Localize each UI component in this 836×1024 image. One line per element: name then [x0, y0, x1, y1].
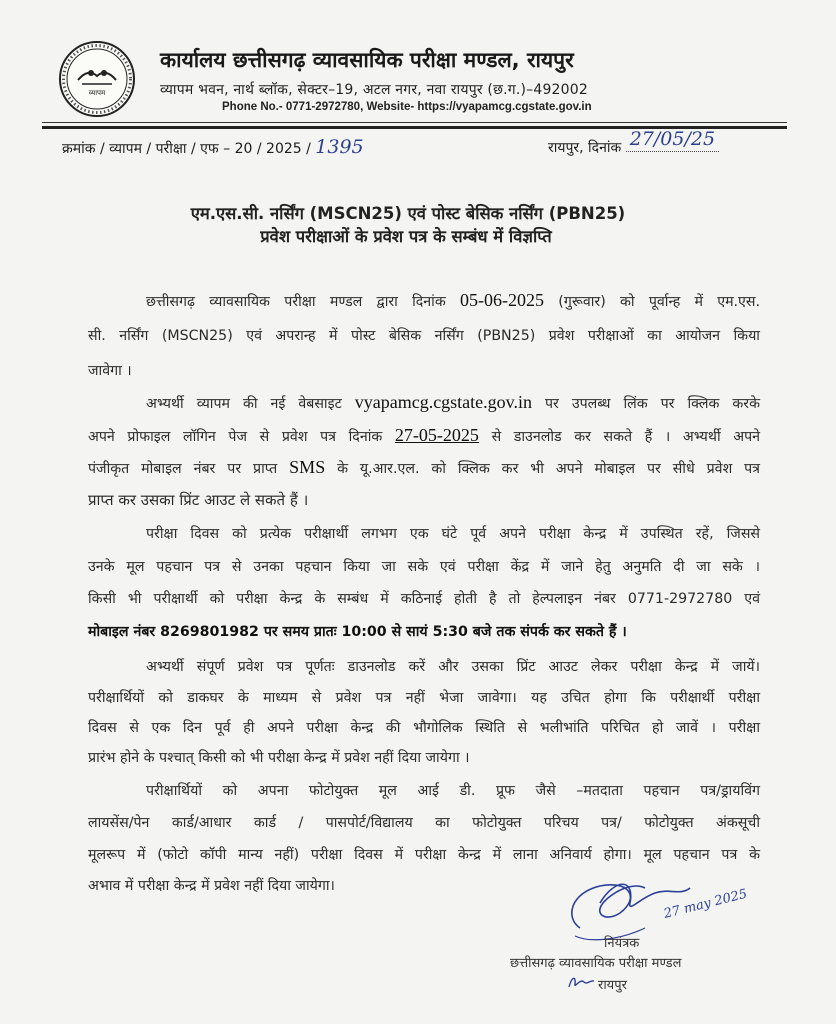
- svg-text:व्यापम: व्यापम: [88, 89, 106, 97]
- office-title: कार्यालय छत्तीसगढ़ व्यावसायिक परीक्षा मण्डल, रायपुर: [160, 48, 574, 72]
- subject-line-1: एम.एस.सी. नर्सिंग (MSCN25) एवं पोस्ट बेसिक नर्सिंग (PBN25): [190, 204, 626, 223]
- office-address: व्यापम भवन, नार्थ ब्लॉक, सेक्टर–19, अटल नगर, नवा रायपुर (छ.ग.)–492002: [160, 82, 588, 98]
- paragraph-5-line-4: अभाव में परीक्षा केन्द्र में प्रवेश नहीं दिया जायेगा।: [88, 878, 335, 894]
- handwritten-initials: [566, 972, 596, 992]
- paragraph-2-line-1: अभ्यर्थी व्यापम की नई वेबसाइट vyapamcg.cgstate.gov.in पर उपलब्ध लिंक पर क्लिक करके: [146, 392, 760, 412]
- date-label: रायपुर, दिनांक: [548, 140, 622, 156]
- paragraph-5-line-3: मूलरूप में (फोटो कॉपी मान्य नहीं) परीक्षा दिवस में परीक्षा केन्द्र में लाना अनिवार्य होगा। मूल पहचान पत्र के: [88, 847, 760, 863]
- subject-line-2: प्रवेश परीक्षाओं के प्रवेश पत्र के सम्बंध में विज्ञप्ति: [260, 227, 552, 246]
- date-handwritten: 27/05/25: [629, 128, 716, 150]
- reference-number-line: [62, 136, 364, 158]
- reference-number-handwritten: 1395: [315, 136, 364, 158]
- paragraph-3-line-1: परीक्षा दिवस को प्रत्येक परीक्षार्थी लगभग एक घंटे पूर्व अपने परीक्षा केन्द्र में उपस्थित रहें, जिससे: [146, 526, 760, 542]
- header-rule-thin: [42, 122, 787, 123]
- vyapam-logo-seal: [58, 40, 136, 118]
- signatory-city: रायपुर: [598, 978, 627, 993]
- paragraph-4-line-4: प्रारंभ होने के पश्चात् किसी को भी परीक्षा केन्द्र में प्रवेश नहीं दिया जायेगा ।: [88, 750, 470, 766]
- paragraph-2-line-3: पंजीकृत मोबाइल नंबर पर प्राप्त SMS के यू.आर.एल. को क्लिक कर भी अपने मोबाइल पर सीधे प्रवेश पत्र: [88, 457, 761, 477]
- paragraph-2-line-4: प्राप्त कर उसका प्रिंट आउट ले सकते हैं ।: [88, 491, 309, 509]
- paragraph-1-line-1: छत्तीसगढ़ व्यावसायिक परीक्षा मण्डल द्वारा दिनांक 05-06-2025 (गुरूवार) को पूर्वान्ह में एम.एस.: [146, 290, 761, 310]
- paragraph-4-line-2: परीक्षार्थियों को डाकघर के माध्यम से प्रवेश पत्र नहीं भेजा जावेगा। यह उचित होगा कि परीक्षार्थी परीक्षा: [88, 690, 760, 706]
- controller-signature: [560, 858, 760, 948]
- paragraph-3-line-2: उनके मूल पहचान पत्र से उनका पहचान किया जा सके एवं परीक्षा केंद्र में जाने हेतु अनुमति दी जा सके ।: [88, 559, 760, 575]
- reference-date-line: [548, 128, 719, 156]
- svg-text:27 may 2025: 27 may 2025: [662, 886, 749, 922]
- paragraph-2-line-2: अपने प्रोफाइल लॉगिन पेज से प्रवेश पत्र दिनांक 27-05-2025 से डाउनलोड कर सकते हैं । अभ्यर्थी अपने: [88, 425, 761, 445]
- paragraph-4-line-3: दिवस से एक दिन पूर्व ही अपने परीक्षा केन्द्र की भौगोलिक स्थिति से भलीभांति परिचित हो जावें । परीक्षा: [88, 720, 760, 736]
- reference-label: क्रमांक / व्यापम / परीक्षा / एफ – 20 / 2025 /: [62, 141, 311, 157]
- paragraph-5-line-2: लायसेंस/पेन कार्ड/आधार कार्ड / पासपोर्ट/विद्यालय का फोटोयुक्त परिचय पत्र/ फोटोयुक्त अंकसूची: [88, 815, 760, 831]
- office-contact: Phone No.- 0771-2972780, Website- https://vyapamcg.cgstate.gov.in: [222, 101, 592, 113]
- paragraph-3-line-3: किसी भी परीक्षार्थी को परीक्षा केन्द्र के सम्बंध में कठिनाई होती है तो हेल्पलाइन नंबर 0771-2972780 एवं: [88, 591, 760, 607]
- paragraph-1-line-3: जावेगा ।: [88, 363, 132, 379]
- paragraph-4-line-1: अभ्यर्थी संपूर्ण प्रवेश पत्र पूर्णतः डाउनलोड करें और उसका प्रिंट आउट लेकर परीक्षा केन्द्र में जायें।: [146, 659, 760, 675]
- paragraph-1-line-2: सी. नर्सिंग (MSCN25) एवं अपरान्ह में पोस्ट बेसिक नर्सिंग (PBN25) प्रवेश परीक्षाओं का आयोजन किया: [88, 328, 760, 344]
- signatory-designation: नियंत्रक: [604, 936, 640, 951]
- paragraph-5-line-1: परीक्षार्थियों को अपना फोटोयुक्त मूल आई डी. प्रूफ जैसे –मतदाता पहचान पत्र/ड्रायविंग: [146, 783, 760, 799]
- paragraph-3-line-4: मोबाइल नंबर 8269801982 पर समय प्रातः 10:00 से सायं 5:30 बजे तक संपर्क कर सकते हैं ।: [88, 624, 627, 640]
- signatory-organization: छत्तीसगढ़ व्यावसायिक परीक्षा मण्डल: [510, 956, 682, 971]
